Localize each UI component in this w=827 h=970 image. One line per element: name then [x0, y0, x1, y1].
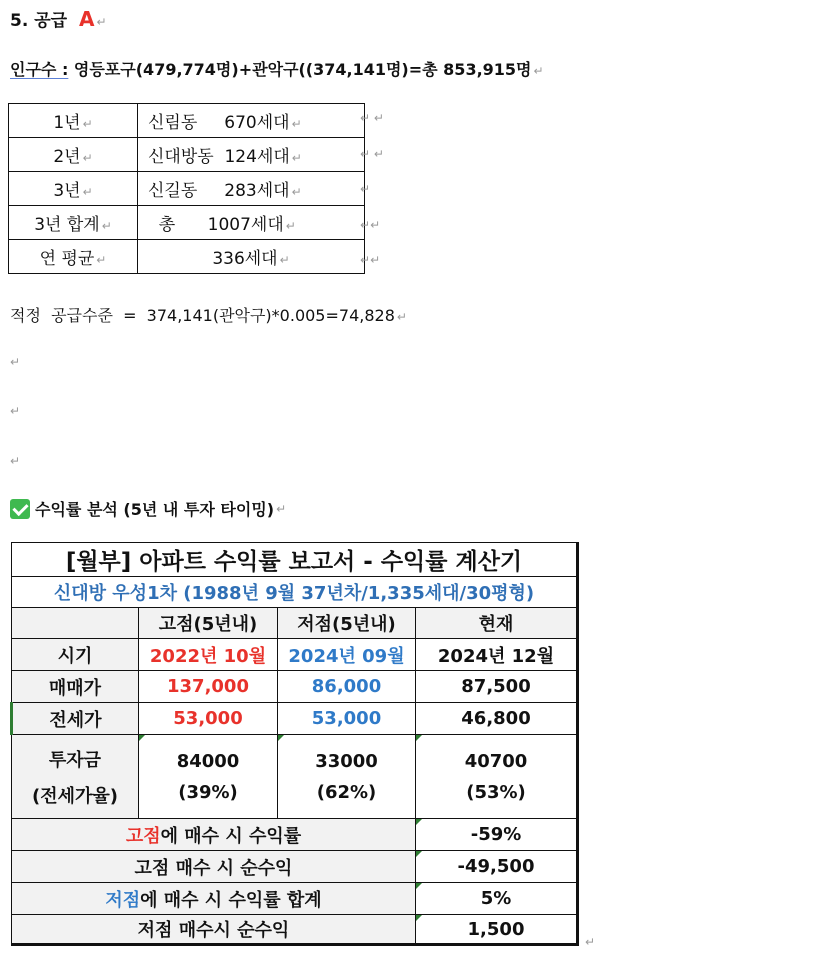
paragraph-mark-icon: ↵	[533, 64, 544, 78]
detail-cell: 신길동 283세대 ↵	[138, 172, 365, 206]
detail-cell: 신대방동 124세대 ↵	[138, 138, 365, 172]
yield-report-table	[10, 542, 579, 946]
low-investment-cell: 33000 (62%)	[278, 735, 416, 819]
table-row	[12, 703, 578, 735]
row-label: 매매가	[12, 671, 139, 703]
row-label: 시기	[12, 639, 139, 671]
row-label: 전세가	[12, 703, 139, 735]
current-cell: 87,500	[416, 671, 578, 703]
summary-value: 5%	[416, 883, 578, 915]
grade-badge: A	[79, 7, 95, 31]
header-cell: 현재	[416, 608, 578, 639]
summary-label: 고점 매수 시 순수익	[12, 851, 416, 883]
supply-table	[8, 103, 365, 274]
section-heading	[10, 6, 107, 31]
section-title: 공급	[34, 11, 68, 31]
table-row	[9, 172, 365, 206]
paragraph-mark-icon: ↵	[10, 355, 21, 369]
detail-cell: 총 1007세대 ↵	[138, 206, 365, 240]
summary-value: -49,500	[416, 851, 578, 883]
current-investment-cell: 40700 (53%)	[416, 735, 578, 819]
year-cell: 3년 합계 ↵	[9, 206, 138, 240]
analysis-heading: 수익률 분석 (5년 내 투자 타이밍) ↵	[10, 497, 286, 520]
paragraph-mark-icon: ↵	[585, 935, 596, 949]
low-cell: 86,000	[278, 671, 416, 703]
year-cell: 2년 ↵	[9, 138, 138, 172]
table-row	[9, 206, 365, 240]
report-subtitle: 신대방 우성1차 (1988년 9월 37년차/1,335세대/30평형)	[12, 577, 578, 608]
summary-value: -59%	[416, 819, 578, 851]
year-cell: 1년 ↵	[9, 104, 138, 138]
paragraph-mark-icon: ↵↵	[360, 217, 381, 232]
summary-row	[12, 915, 578, 945]
current-cell: 46,800	[416, 703, 578, 735]
paragraph-mark-icon: ↵ ↵	[360, 146, 384, 161]
population-label: 인구수 :	[10, 60, 69, 79]
detail-cell: 336세대 ↵	[138, 240, 365, 274]
summary-label: 저점 매수시 순수익	[12, 915, 416, 945]
investment-label: 투자금 (전세가율)	[12, 735, 139, 819]
table-row	[9, 104, 365, 138]
paragraph-mark-icon: ↵	[10, 404, 21, 418]
low-cell: 53,000	[278, 703, 416, 735]
table-row	[9, 240, 365, 274]
paragraph-mark-icon: ↵ ↵	[360, 111, 384, 125]
table-row	[9, 138, 365, 172]
summary-row	[12, 819, 578, 851]
population-line	[10, 57, 544, 80]
table-row	[12, 639, 578, 671]
table-row	[12, 735, 578, 819]
adequate-supply-line: 적정 공급수준 = 374,141(관악구)*0.005=74,828 ↵	[10, 306, 407, 325]
year-cell: 연 평균 ↵	[9, 240, 138, 274]
row-end-marks	[356, 103, 396, 281]
high-cell: 2022년 10월	[139, 639, 278, 671]
high-cell: 53,000	[139, 703, 278, 735]
header-cell: 저점(5년내)	[278, 608, 416, 639]
summary-label: 저점에 매수 시 수익률 합계	[12, 883, 416, 915]
check-box-icon	[10, 499, 30, 519]
report-title: [월부] 아파트 수익률 보고서 - 수익률 계산기	[12, 543, 578, 577]
paragraph-mark-icon: ↵	[10, 454, 21, 468]
summary-row	[12, 851, 578, 883]
paragraph-mark-icon: ↵	[360, 182, 371, 196]
table-header-row	[12, 608, 578, 639]
year-cell: 3년 ↵	[9, 172, 138, 206]
high-investment-cell: 84000 (39%)	[139, 735, 278, 819]
low-cell: 2024년 09월	[278, 639, 416, 671]
header-cell: 고점(5년내)	[139, 608, 278, 639]
paragraph-mark-icon: ↵	[96, 15, 107, 29]
population-text: 영등포구(479,774명)+관악구((374,141명)=총 853,915명	[73, 60, 532, 79]
current-cell: 2024년 12월	[416, 639, 578, 671]
header-cell	[12, 608, 139, 639]
summary-label: 고점에 매수 시 수익률	[12, 819, 416, 851]
analysis-title: 수익률 분석 (5년 내 투자 타이밍)	[35, 500, 275, 519]
paragraph-mark-icon: ↵↵	[360, 253, 381, 267]
detail-cell: 신림동 670세대 ↵	[138, 104, 365, 138]
section-number: 5.	[10, 11, 29, 31]
summary-value: 1,500	[416, 915, 578, 945]
summary-row	[12, 883, 578, 915]
table-row	[12, 671, 578, 703]
high-cell: 137,000	[139, 671, 278, 703]
